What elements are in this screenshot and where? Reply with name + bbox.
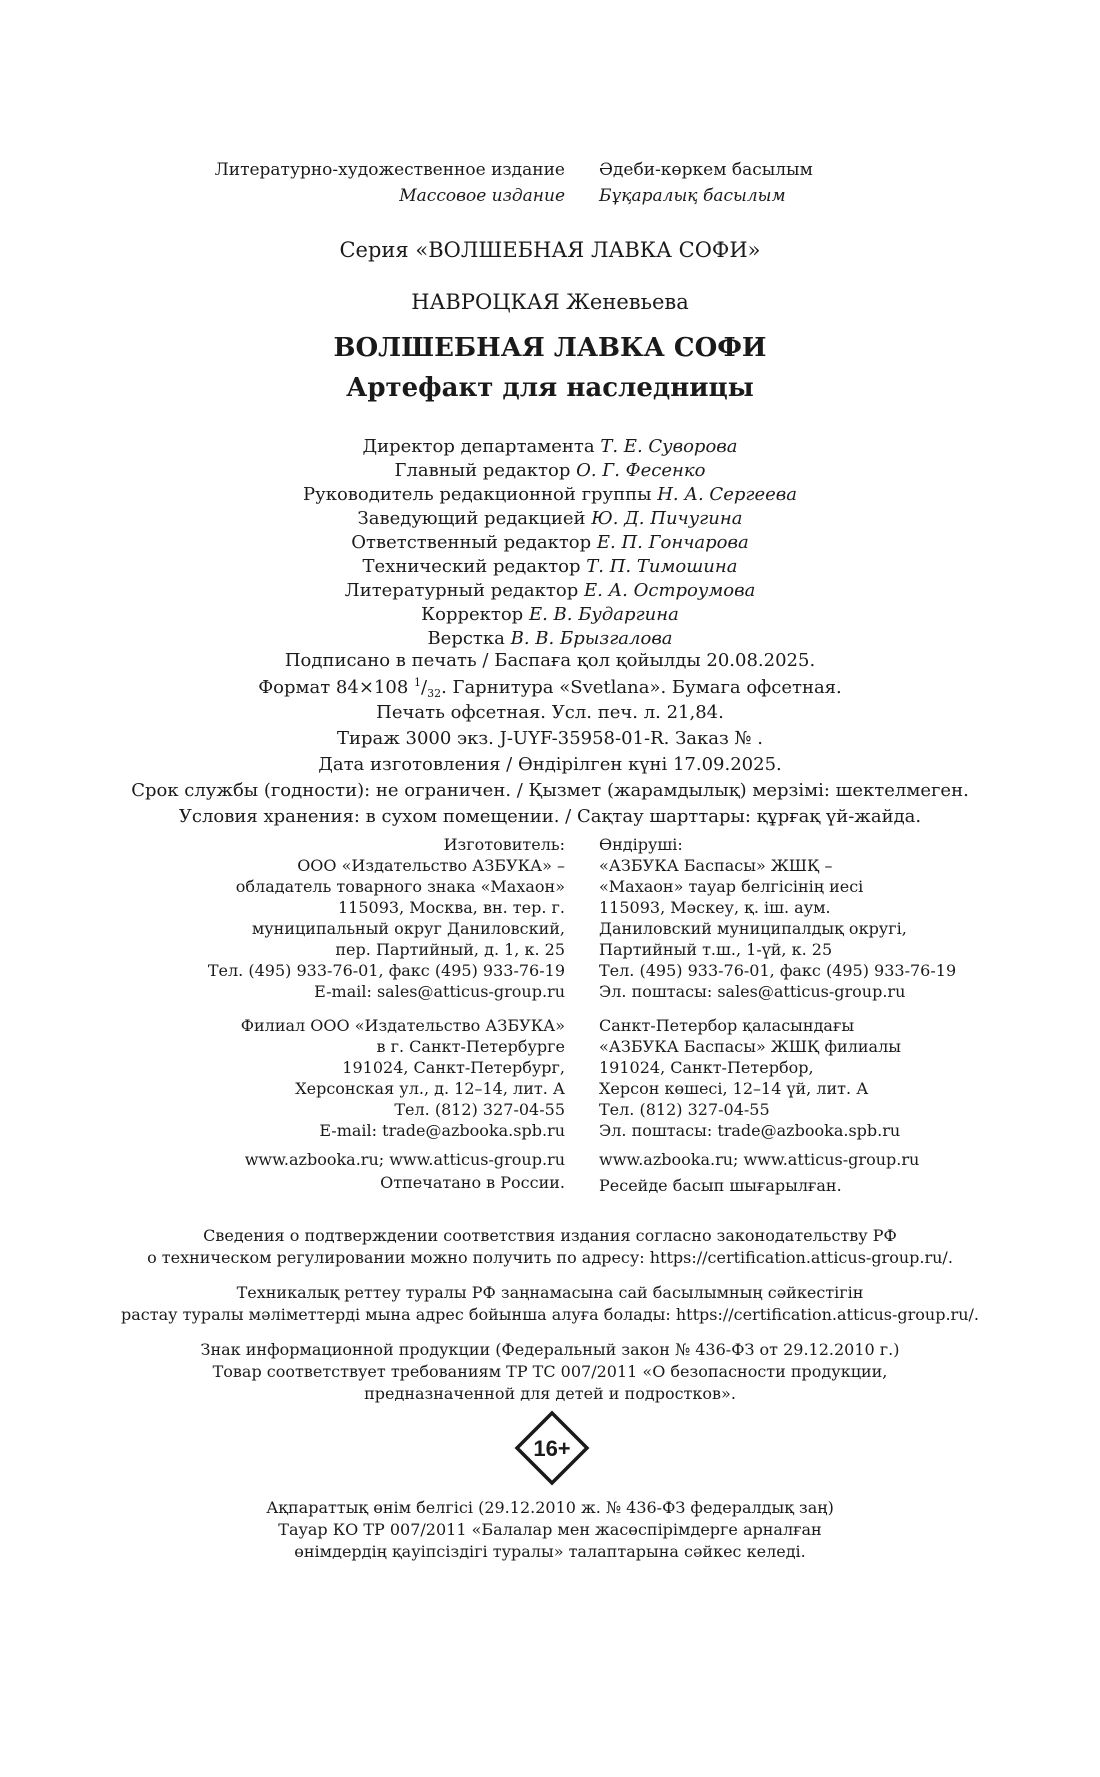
maker-line-kz: Тел. (495) 933-76-01, факс (495) 933-76-19 [599,961,957,980]
service-life-line: Срок службы (годности): не ограничен. / Қызмет (жарамдылық) мерзімі: шектелмеген. [131,780,969,801]
printed-in-kz: Ресейде басып шығарылған. [599,1176,842,1195]
websites-ru: www.azbooka.ru; www.atticus-group.ru [244,1150,565,1169]
info-sign-kz-line-1: Ақпараттық өнім белгісі (29.12.2010 ж. № 436-ФЗ федералдық заң) [266,1498,834,1517]
info-sign-kz-line-2: Тауар КО ТР 007/2011 «Балалар мен жасөспірімдерге арналған [278,1520,822,1539]
age-rating-text: 16+ [533,1436,571,1461]
maker-line-kz: Өндіруші: [599,835,683,854]
maker-line-kz: «Махаон» тауар белгісінің иесі [599,877,864,896]
maker-line-kz: 115093, Мәскеу, қ. іш. аум. [599,898,831,917]
credit-name: В. В. Брызгалова [510,628,673,649]
branch-line-kz: 191024, Санкт-Петербор, [599,1058,814,1077]
maker-line-kz: «АЗБУКА Баспасы» ЖШҚ – [599,856,833,875]
websites-kz: www.azbooka.ru; www.atticus-group.ru [599,1150,920,1169]
date-line: Дата изготовления / Өндірілген күні 17.09.2025. [318,754,782,775]
info-sign-line-1: Знак информационной продукции (Федеральный закон № 436-ФЗ от 29.12.2010 г.) [200,1340,900,1359]
branch-line-kz: «АЗБУКА Баспасы» ЖШҚ филиалы [599,1037,901,1056]
mass-edition-ru: Массовое издание [399,186,565,206]
credit-role: Технический редактор [362,556,581,577]
branch-line-ru: Херсонская ул., д. 12–14, лит. А [295,1079,565,1098]
book-subtitle: Артефакт для наследницы [346,373,754,403]
certification-line-1: Сведения о подтверждении соответствия издания согласно законодательству РФ [203,1226,897,1245]
info-sign-line-3: предназначенной для детей и подростков». [364,1384,736,1403]
info-sign-line-2: Товар соответствует требованиям ТР ТС 007/2011 «О безопасности продукции, [212,1362,888,1381]
branch-line-kz: Эл. поштасы: trade@azbooka.spb.ru [599,1121,901,1140]
maker-line-kz: Эл. поштасы: sales@atticus-group.ru [599,982,906,1001]
credit-role: Заведующий редакцией [357,508,586,529]
series-line: Серия «ВОЛШЕБНАЯ ЛАВКА СОФИ» [339,238,761,262]
credit-line [0,484,1100,505]
info-sign-kz-line-3: өнімдердің қауіпсіздігі туралы» талаптарына сәйкес келеді. [294,1542,806,1561]
credit-name: Е. В. Бударгина [528,604,679,625]
credit-name: О. Г. Фесенко [576,460,706,481]
credit-name: Т. Е. Суворова [600,436,738,457]
credit-line [0,628,1100,649]
maker-line-ru: муниципальный округ Даниловский, [251,919,565,938]
edition-type-ru: Литературно-художественное издание [214,160,565,180]
credit-line [0,508,1100,529]
maker-line-kz: Даниловский муниципалдық округі, [599,919,907,938]
maker-line-ru: ООО «Издательство АЗБУКА» – [297,856,565,875]
credit-role: Корректор [421,604,524,625]
run-line: Тираж 3000 экз. J-UYF-35958-01-R. Заказ № . [336,728,764,749]
age-rating-icon [514,1410,590,1486]
maker-line-ru: 115093, Москва, вн. тер. г. [338,898,565,917]
credit-name: Е. П. Гончарова [596,532,749,553]
certification-kz-line-2: растау туралы мәліметтерді мына адрес бойынша алуға болады: https://certification.atticus-group.ru/. [121,1305,979,1324]
signed-line: Подписано в печать / Баспаға қол қойылды 20.08.2025. [284,650,816,671]
branch-line-kz: Тел. (812) 327-04-55 [599,1100,770,1119]
author-line: НАВРОЦКАЯ Женевьева [411,290,689,314]
credit-role: Руководитель редакционной группы [303,484,652,505]
certification-kz-line-1: Техникалық реттеу туралы РФ заңнамасына сай басылымның сәйкестігін [236,1283,864,1302]
book-title: ВОЛШЕБНАЯ ЛАВКА СОФИ [333,333,767,363]
credit-line [0,436,1100,457]
mass-edition-kz: Бұқаралық басылым [599,186,786,206]
print-type-line: Печать офсетная. Усл. печ. л. 21,84. [376,702,724,723]
storage-line: Условия хранения: в сухом помещении. / Сақтау шарттары: құрғақ үй-жайда. [178,806,922,827]
credit-name: Ю. Д. Пичугина [591,508,743,529]
branch-line-ru: 191024, Санкт-Петербург, [342,1058,565,1077]
branch-line-kz: Санкт-Петербор қаласындағы [599,1016,855,1035]
branch-line-ru: Филиал ООО «Издательство АЗБУКА» [240,1016,565,1035]
branch-line-ru: в г. Санкт-Петербурге [376,1037,565,1056]
maker-line-ru: Изготовитель: [443,835,565,854]
credit-name: Н. А. Сергеева [657,484,797,505]
credit-name: Т. П. Тимошина [586,556,738,577]
edition-type-kz: Әдеби-көркем басылым [599,160,813,180]
certification-line-2: о техническом регулировании можно получить по адресу: https://certification.atticus-group.ru/. [147,1248,953,1267]
branch-line-ru: E-mail: trade@azbooka.spb.ru [319,1121,565,1140]
maker-line-ru: пер. Партийный, д. 1, к. 25 [335,940,565,959]
maker-line-ru: Тел. (495) 933-76-01, факс (495) 933-76-19 [207,961,565,980]
credit-role: Директор департамента [362,436,595,457]
credit-role: Литературный редактор [344,580,579,601]
credit-line [0,532,1100,553]
branch-line-kz: Херсон көшесі, 12–14 үй, лит. А [599,1079,869,1098]
maker-line-ru: обладатель товарного знака «Махаон» [235,877,565,896]
credit-line [0,604,1100,625]
credit-line [0,556,1100,577]
format-line: Формат 84×108 $^1/_{32}$. Гарнитура «Svetlana». Бумага офсетная. [258,676,842,700]
credit-role: Верстка [427,628,505,649]
credit-line [0,580,1100,601]
printed-in-ru: Отпечатано в России. [380,1173,565,1192]
credit-line [0,460,1100,481]
credit-role: Главный редактор [394,460,571,481]
credit-name: Е. А. Остроумова [583,580,756,601]
branch-line-ru: Тел. (812) 327-04-55 [394,1100,565,1119]
credit-role: Ответственный редактор [351,532,592,553]
maker-line-ru: E-mail: sales@atticus-group.ru [314,982,565,1001]
maker-line-kz: Партийный т.ш., 1-үй, к. 25 [599,940,833,959]
